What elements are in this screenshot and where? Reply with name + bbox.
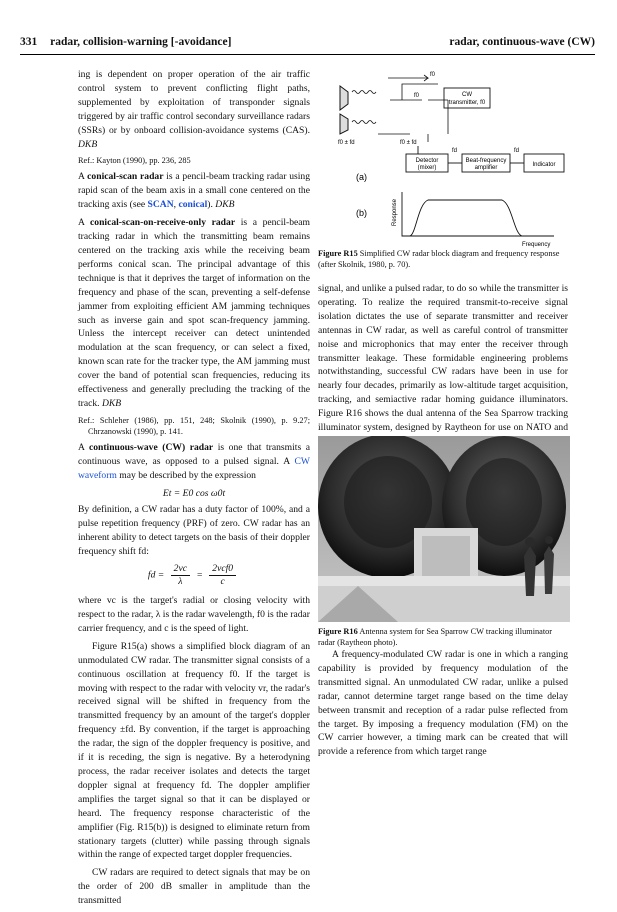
paragraph: where vc is the target's radial or closing velocity with respect to the radar, λ is the radar wavelength, f0 is the radar carrier frequency, and c is the speed of light. xyxy=(78,595,310,634)
link-cw-waveform[interactable]: CW waveform xyxy=(78,455,310,481)
running-header xyxy=(20,36,595,52)
paragraph: signal, and unlike a pulsed radar, to do so while the transmitter is operating. To realize the required transmit-to-receive signal isolation dictates the use of separate transmitter and receiver antennas in CW radar, as well as careful control of transmitter noise and microphonics that may enter the receiver through transmitter leakage. These formidable engineering problems notwithstanding, successful CW radars have been in use for nearly four decades, primarily as low-altitude target acquisition, tracking, and semiactive radar homing guidance illuminators. Figure R16 shows the dual antenna of the Sea Sparrow tracking illuminator system, designed by Raytheon for use on NATO and xyxy=(318,283,568,434)
equation-cw: Et = E0 cos ω0t xyxy=(162,487,226,499)
entry-conical-scan-receive: A conical-scan-on-receive-only radar is a pencil-beam tracking radar in which the transmitting beam remains centered on the tracking axis while the receiving beam performs conical scan. The principal advantage of this technique is that it deprives the target of information on the frequency and phase of the scan, preventing a self-defense jammer from exploiting efficient AM jamming techniques such as inverse gain and spot scan-frequency jamming. Unless the intercept receiver can detect unintended modulation at the scan frequency, or can select a fixed, known scan rate for the tracker type, the AM jamming must cover the band of potential scan frequencies, reducing its effectiveness and generally precluding the tracking of the track. DKB xyxy=(78,217,310,409)
response-axes xyxy=(402,192,554,236)
left-column xyxy=(78,68,310,912)
svg-text:transmitter, f0: transmitter, f0 xyxy=(448,100,486,106)
paragraph: By definition, a CW radar has a duty factor of 100%, and a pulse repetition frequency (PRF) of zero. CW radar has an inherent ability to detect targets on the basis of their doppler frequency shift fd: xyxy=(78,504,310,558)
right-column-lower xyxy=(318,648,568,763)
right-column xyxy=(318,282,568,453)
figure-r16-caption: Figure R16 Antenna system for Sea Sparrow CW tracking illuminator radar (Raytheon photo). xyxy=(318,627,553,647)
reference: Ref.: Schleher (1986), pp. 151, 248; Skolnik (1990), p. 9.27; Chrzanowski (1990), p. 141. xyxy=(78,415,310,436)
label-f0-fd-left: f0 ± fd xyxy=(338,140,355,146)
entry-conical-scan: A conical-scan radar is a pencil-beam tracking radar using rapid scan of the beam axis in a small cone centered on the tracking axis (see SCAN, conical). DKB xyxy=(78,171,310,211)
svg-text:amplifier: amplifier xyxy=(474,165,498,171)
link-scan[interactable]: SCAN xyxy=(147,199,174,211)
label-f0-mid: f0 xyxy=(414,93,420,99)
right-running-title: radar, continuous-wave (CW) xyxy=(449,36,595,48)
label-f0-fd-mid: f0 ± fd xyxy=(400,140,417,146)
label-f0-top: f0 xyxy=(430,72,436,78)
figure-r15-caption: Figure R15 Simplified CW radar block diagram and frequency response (after Skolnik, 1980, p. 70). xyxy=(318,249,560,269)
transmit-wave xyxy=(352,91,376,94)
paragraph: CW radars are required to detect signals that may be on the order of 200 dB smaller in amplitude than the transmitted xyxy=(78,867,310,907)
receive-wave xyxy=(352,121,376,124)
reference: Ref.: Kayton (1990), pp. 236, 285 xyxy=(78,156,191,166)
label-b: (b) xyxy=(356,208,367,218)
antenna-icon xyxy=(340,86,348,134)
left-running-title: radar, collision-warning [-avoidance] xyxy=(50,36,232,48)
paragraph: Figure R15(a) shows a simplified block diagram of an unmodulated CW radar. The transmitter signal consists of a continuous oscillation at frequency f0. If the target is moving with respect to the radar with velocity vr, the radar's received signal will be shifted in frequency from the transmitted frequency by an amount of the target's doppler frequency ±fd. By convention, if the target is approaching the radar, the sign of the doppler frequency is positive, and if it is receding, the sign is negative. By a heterodyning process, the radar receiver isolates and detects the target doppler signal at frequency fd. The doppler amplifier amplifies the target signal so that it can be displayed or heard. The frequency response characteristic of the amplifier (Fig. R15(b)) is designed to eliminate return from stationary targets (clutter) while passing through signals within the range of expected target doppler frequencies. xyxy=(78,640,310,861)
link-conical[interactable]: conical xyxy=(178,199,208,211)
figure-r16-photo xyxy=(318,436,570,622)
entry-cw-radar: A continuous-wave (CW) radar is one that transmits a continuous wave, as opposed to a pulsed signal. A CW waveform may be described by the expression xyxy=(78,441,310,481)
svg-text:Indicator: Indicator xyxy=(532,162,556,168)
label-a: (a) xyxy=(356,172,367,182)
equation-doppler: fd = $\frac{2vc}{\lambda}$ = $\frac{\text{2vcf0}}{c}$ xyxy=(78,563,310,588)
axis-ylabel: Response xyxy=(392,198,398,226)
label-fd-1: fd xyxy=(452,148,458,154)
svg-text:(mixer): (mixer) xyxy=(417,165,437,171)
response-curve xyxy=(410,200,522,236)
label-fd-2: fd xyxy=(514,148,520,154)
page-number: 331 xyxy=(20,36,38,48)
figure-r15-diagram xyxy=(318,64,568,254)
header-rule xyxy=(20,54,595,55)
paragraph: A frequency-modulated CW radar is one in which a ranging capability is provided by frequency modulation of the transmitted signal. An unmodulated CW radar, unlike a pulsed radar, cannot determine target range based on the time delay between transmit and reception of a radar pulse reflected from the target. By imposing a frequency modulation (FM) on the CW carrier however, a timing mark can be created that will provide a reference from which target range xyxy=(318,649,568,758)
paragraph: ing is dependent on proper operation of the air traffic control system to prevent conflicting flight paths, supplemented by exploitation of transponder signals triggered by air traffic control secondary surveillance radars (SSRs) or by onboard collision-avoidance systems (CAS). DKB xyxy=(78,69,310,150)
svg-text:Beat-frequency: Beat-frequency xyxy=(465,158,507,164)
svg-text:Detector: Detector xyxy=(415,158,439,164)
axis-xlabel: Frequency xyxy=(522,242,551,248)
svg-text:CW: CW xyxy=(462,92,472,98)
